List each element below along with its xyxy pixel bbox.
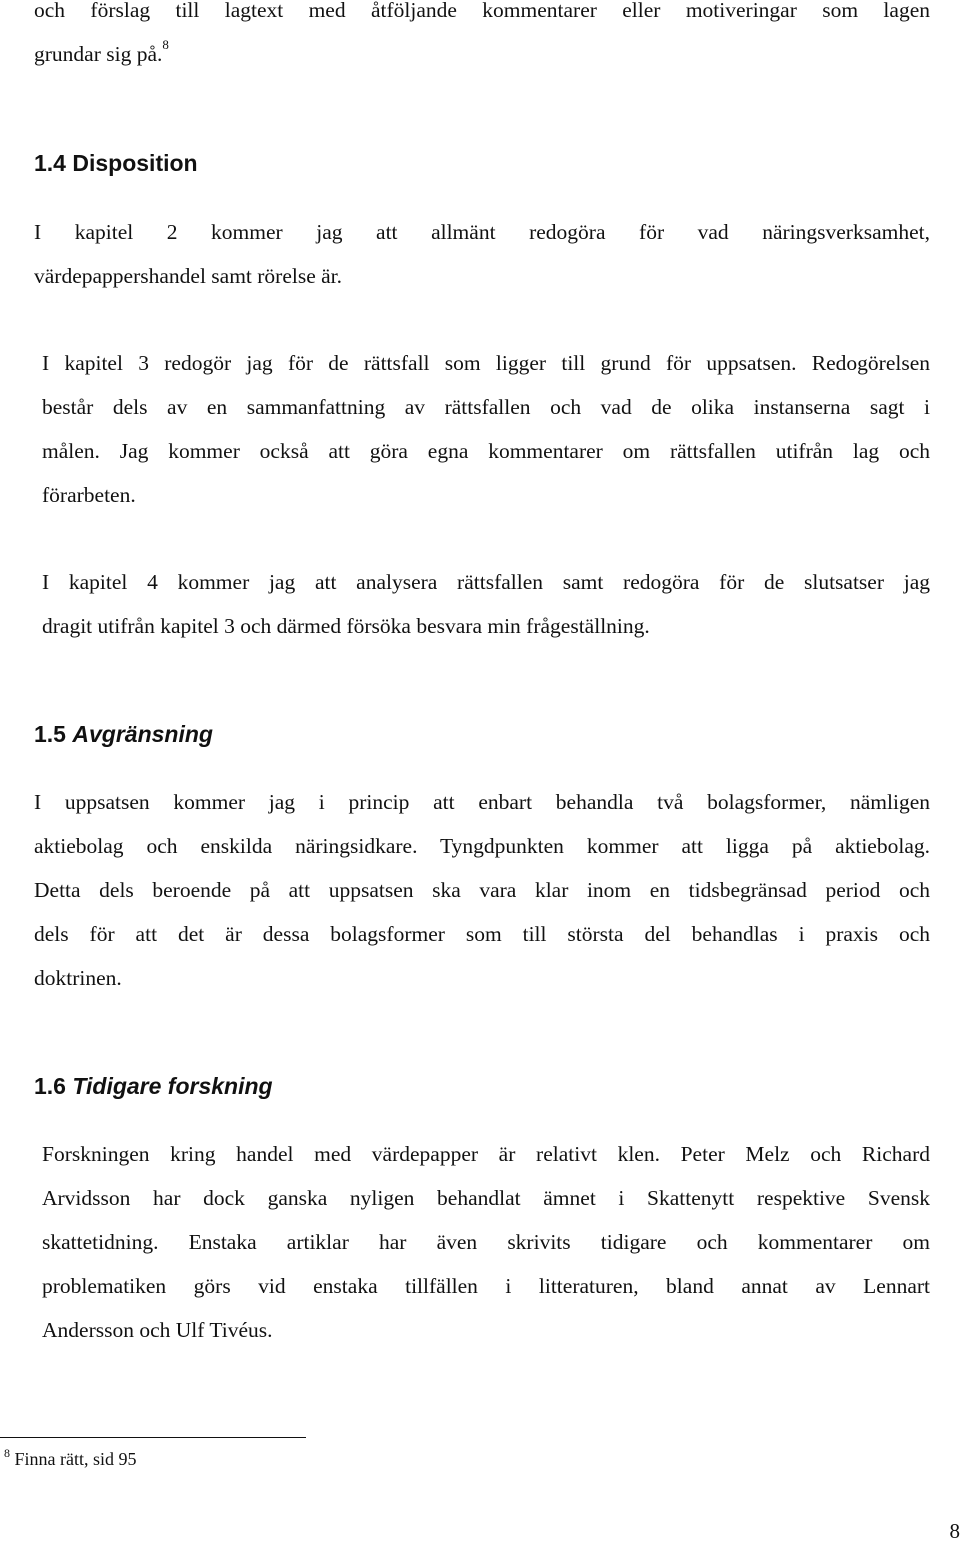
- text-line: I kapitel 3 redogör jag för de rättsfall som ligger till grund för uppsatsen. Redogörelsen: [42, 351, 930, 375]
- text-line: I uppsatsen kommer jag i princip att enbart behandla två bolagsformer, nämligen: [34, 790, 930, 814]
- forskning-paragraph: [42, 1132, 930, 1352]
- section-heading-1-6: [34, 1073, 273, 1100]
- section-number: 1.4: [34, 150, 66, 176]
- text-line: värdepappershandel samt rörelse är.: [34, 264, 343, 288]
- footnote-divider: [0, 1437, 306, 1438]
- text-line: Forskningen kring handel med värdepapper är relativt klen. Peter Melz och Richard: [42, 1142, 930, 1166]
- section-title: Disposition: [72, 150, 198, 176]
- text-line: Arvidsson har dock ganska nyligen behandlat ämnet i Skattenytt respektive Svensk: [42, 1186, 930, 1210]
- avgransning-paragraph: [34, 780, 930, 1000]
- disposition-paragraph-3: [42, 560, 930, 648]
- text-line: Detta dels beroende på att uppsatsen ska vara klar inom en tidsbegränsad period och: [34, 878, 930, 902]
- footnote: [4, 1446, 137, 1470]
- text-line: dels för att det är dessa bolagsformer som till största del behandlas i praxis och: [34, 922, 930, 946]
- text-line: dragit utifrån kapitel 3 och därmed försöka besvara min frågeställning.: [42, 614, 650, 638]
- intro-paragraph: [34, 0, 930, 76]
- page-number: 8: [949, 1519, 960, 1543]
- disposition-paragraph-1: [34, 210, 930, 298]
- text-line: målen. Jag kommer också att göra egna kommentarer om rättsfallen utifrån lag och: [42, 439, 930, 463]
- text-line: grundar sig på.$^8$: [34, 37, 169, 66]
- footnote-number: 8: [4, 1446, 10, 1460]
- text-line: aktiebolag och enskilda näringsidkare. Tyngdpunkten kommer att ligga på aktiebolag.: [34, 834, 930, 858]
- footnote-ref: 8: [162, 37, 169, 52]
- text-line: skattetidning. Enstaka artiklar har även skrivits tidigare och kommentarer om: [42, 1230, 930, 1254]
- text-line: Andersson och Ulf Tivéus.: [42, 1318, 273, 1342]
- section-number: 1.6: [34, 1073, 66, 1099]
- section-heading-1-5: [34, 721, 213, 748]
- footnote-text: Finna rätt, sid 95: [14, 1449, 137, 1469]
- section-number: 1.5: [34, 721, 66, 747]
- disposition-paragraph-2: [42, 341, 930, 517]
- text-line: I kapitel 4 kommer jag att analysera rättsfallen samt redogöra för de slutsatser jag: [42, 570, 930, 594]
- text-line: doktrinen.: [34, 966, 122, 990]
- section-title: Avgränsning: [72, 721, 213, 747]
- text-line: består dels av en sammanfattning av rättsfallen och vad de olika instanserna sagt i: [42, 395, 930, 419]
- text-line: problematiken görs vid enstaka tillfällen i litteraturen, bland annat av Lennart: [42, 1274, 930, 1298]
- text-line: I kapitel 2 kommer jag att allmänt redogöra för vad näringsverksamhet,: [34, 220, 930, 244]
- text-line: förarbeten.: [42, 483, 136, 507]
- section-title: Tidigare forskning: [72, 1073, 273, 1099]
- text-line: och förslag till lagtext med åtföljande kommentarer eller motiveringar som lagen: [34, 0, 930, 22]
- section-heading-1-4: [34, 150, 198, 177]
